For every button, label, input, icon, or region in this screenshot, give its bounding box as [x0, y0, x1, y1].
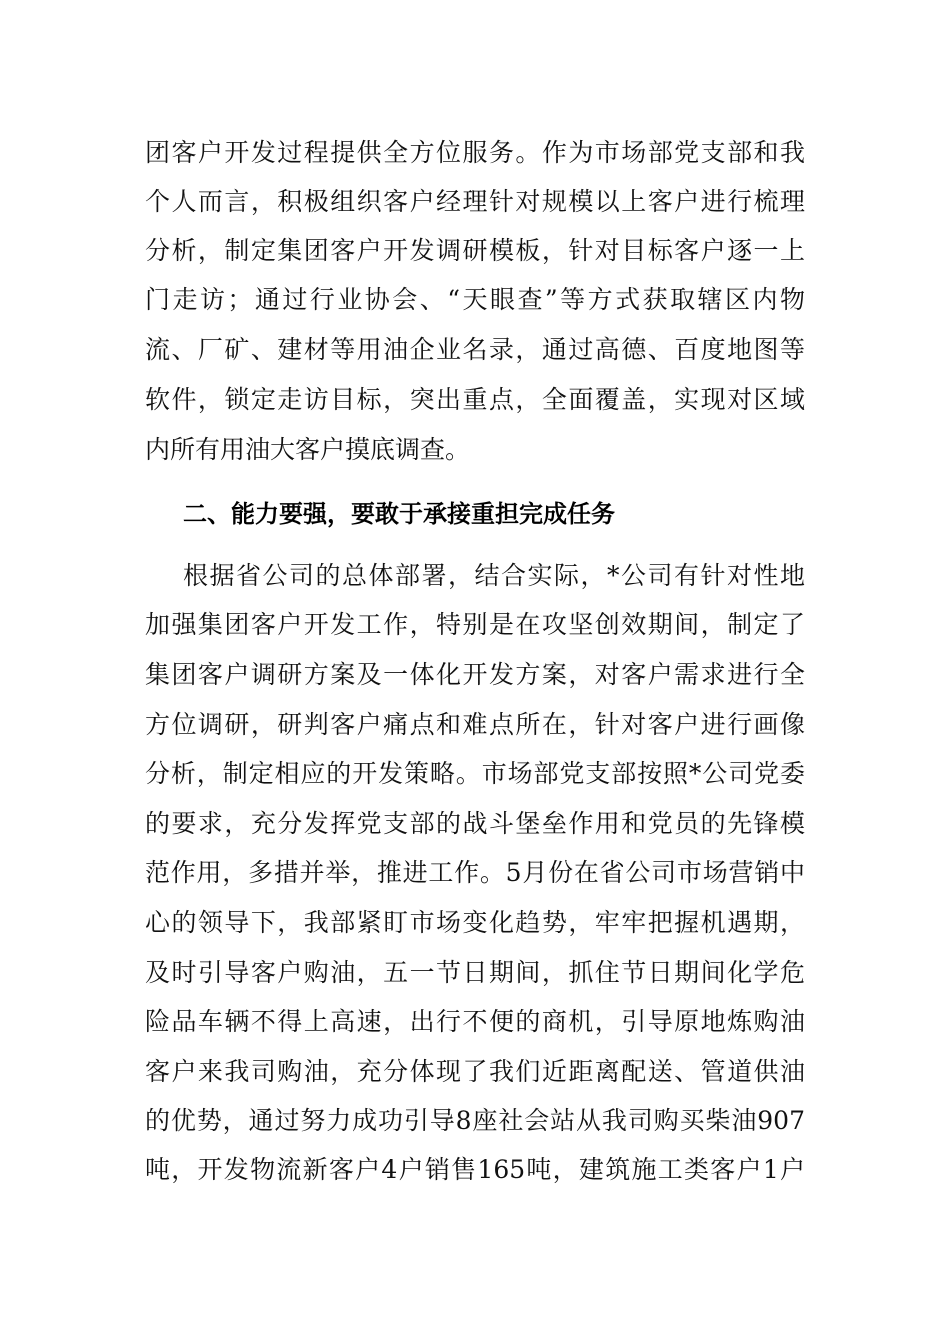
paragraph-2-line-6: 的要求，充分发挥党支部的战斗堡垒作用和党员的先锋模 — [145, 809, 805, 838]
paragraph-1-line-1: 团客户开发过程提供全方位服务。作为市场部党支部和我 — [145, 138, 805, 167]
paragraph-1-line-5: 流、厂矿、建材等用油企业名录，通过高德、百度地图等 — [145, 335, 805, 364]
paragraph-1-line-2: 个人而言，积极组织客户经理针对规模以上客户进行梳理 — [145, 187, 805, 216]
paragraph-1-line-7: 内所有用油大客户摸底调查。 — [145, 435, 471, 464]
paragraph-2-line-2: 加强集团客户开发工作，特别是在攻坚创效期间，制定了 — [145, 610, 805, 639]
paragraph-1-line-6: 软件，锁定走访目标，突出重点，全面覆盖，实现对区域 — [145, 385, 805, 414]
paragraph-2-line-9: 及时引导客户购油，五一节日期间，抓住节日期间化学危 — [145, 958, 805, 987]
paragraph-2-line-13: 吨，开发物流新客户4户销售165吨，建筑施工类客户1户 — [145, 1155, 805, 1184]
paragraph-2-line-10: 险品车辆不得上高速，出行不便的商机，引导原地炼购油 — [145, 1007, 805, 1036]
paragraph-2-line-12: 的优势，通过努力成功引导8座社会站从我司购买柴油907 — [145, 1106, 805, 1135]
section-heading: 二、能力要强，要敢于承接重担完成任务 — [183, 500, 615, 528]
paragraph-2-line-3: 集团客户调研方案及一体化开发方案，对客户需求进行全 — [145, 660, 805, 689]
paragraph-2-line-8: 心的领导下，我部紧盯市场变化趋势，牢牢把握机遇期， — [145, 908, 805, 937]
paragraph-2-line-11: 客户来我司购油，充分体现了我们近距离配送、管道供油 — [145, 1057, 805, 1086]
paragraph-2-line-1: 根据省公司的总体部署，结合实际，*公司有针对性地 — [183, 561, 805, 590]
paragraph-1-line-4: 门走访；通过行业协会、“天眼查”等方式获取辖区内物 — [145, 285, 805, 314]
paragraph-2-line-4: 方位调研，研判客户痛点和难点所在，针对客户进行画像 — [145, 710, 805, 739]
paragraph-2-line-5: 分析，制定相应的开发策略。市场部党支部按照*公司党委 — [145, 759, 805, 788]
paragraph-2-line-7: 范作用，多措并举，推进工作。5月份在省公司市场营销中 — [145, 858, 805, 887]
paragraph-1-line-3: 分析，制定集团客户开发调研模板，针对目标客户逐一上 — [145, 236, 805, 265]
